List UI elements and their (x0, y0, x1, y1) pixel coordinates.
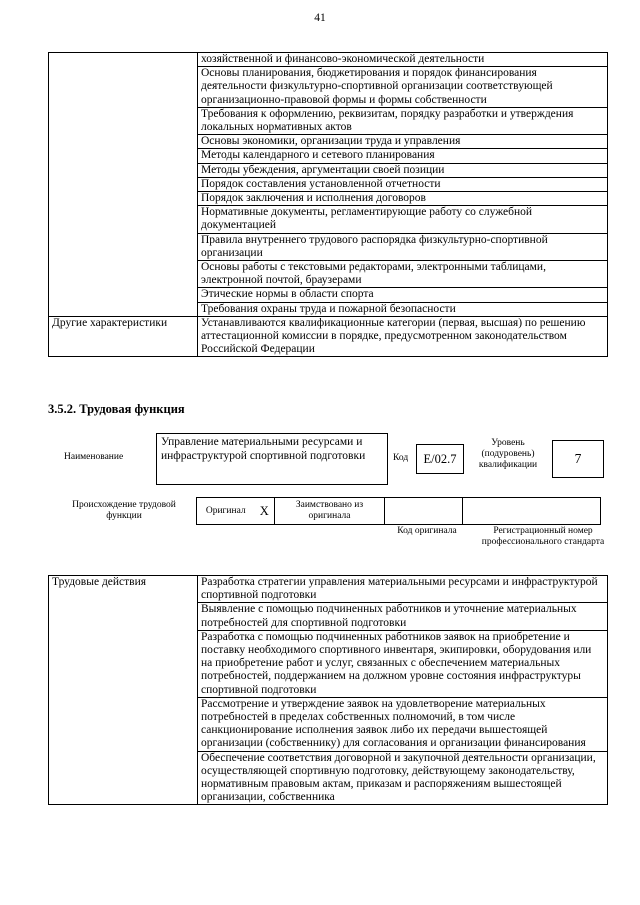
knowledge-item: Нормативные документы, регламентирующие работу со служебной документацией (198, 206, 608, 233)
labor-action-item: Выявление с помощью подчиненных работников и уточнение материальных потребностей для спортивной подготовки (198, 603, 608, 630)
labor-action-item: Разработка с помощью подчиненных работников заявок на приобретение и поставку необходимого спортивного инвентаря, экипировки, оборудования или на приобретение работ и услуг, связанных с обеспечением материальных потребностей, поддержанием на должном уровне состояния инфраструктуры спортивной подготовки (198, 630, 608, 697)
labor-action-item: Обеспечение соответствия договорной и закупочной деятельности организации, осуществляющей спортивную подготовку, действующему законодательству, нормативным правовым актам, приказам и распоряжениям вышестоящей организации, собственника (198, 751, 608, 805)
knowledge-item: Основы планирования, бюджетирования и порядок финансирования деятельности физкультурно-спортивной организации соответствующей организационно-правовой формы и формы собственности (198, 67, 608, 108)
code-original-label: Код оригинала (397, 526, 457, 536)
knowledge-item: Правила внутреннего трудового распорядка физкультурно-спортивной организации (198, 233, 608, 260)
level-label: Уровень (подуровень) квалификации (478, 438, 538, 470)
name-label: Наименование (64, 452, 124, 462)
labor-actions-label: Трудовые действия (49, 576, 198, 805)
knowledge-item: хозяйственной и финансово-экономической деятельности (198, 53, 608, 67)
knowledge-item: Методы календарного и сетевого планирования (198, 149, 608, 163)
section-heading: 3.5.2. Трудовая функция (48, 402, 185, 416)
table-row (49, 576, 608, 603)
level-value-box: 7 (552, 440, 604, 478)
knowledge-item: Основы работы с текстовыми редакторами, электронными таблицами, электронной почтой, браузерами (198, 261, 608, 288)
original-mark: X (255, 498, 275, 525)
knowledge-item: Порядок заключения и исполнения договоров (198, 192, 608, 206)
code-value-box: E/02.7 (416, 444, 464, 474)
knowledge-item: Требования к оформлению, реквизитам, порядку разработки и утверждения локальных нормативных актов (198, 107, 608, 134)
reg-number-cell (463, 498, 601, 525)
knowledge-item: Основы экономики, организации труда и управления (198, 135, 608, 149)
code-original-cell (385, 498, 463, 525)
knowledge-table (48, 52, 608, 357)
knowledge-item: Методы убеждения, аргументации своей позиции (198, 163, 608, 177)
labor-action-item: Рассмотрение и утверждение заявок на удовлетворение материальных потребностей в пределах собственных полномочий, в том числе санкционирование исполнения заявок либо их передачи вышестоящей организации (собственнику) для согласования и организации финансирования (198, 697, 608, 751)
reg-number-label: Регистрационный номер профессионального стандарта (481, 526, 605, 547)
origin-label: Происхождение трудовой функции (72, 500, 176, 521)
knowledge-item: Требования охраны труда и пожарной безопасности (198, 302, 608, 316)
other-characteristics-value: Устанавливаются квалификационные категории (первая, высшая) по решению аттестационной комиссии в порядке, предусмотренном законодательством Российской Федерации (198, 316, 608, 357)
table-row (49, 316, 608, 357)
labor-action-item: Разработка стратегии управления материальными ресурсами и инфраструктурой спортивной подготовки (198, 576, 608, 603)
other-characteristics-label: Другие характеристики (49, 316, 198, 357)
code-label: Код (393, 453, 409, 463)
origin-table (196, 497, 601, 525)
function-name-box: Управление материальными ресурсами и инфраструктурой спортивной подготовки (156, 433, 388, 485)
knowledge-item: Порядок составления установленной отчетности (198, 177, 608, 191)
knowledge-label-cell (49, 53, 198, 317)
original-label: Оригинал (197, 498, 255, 525)
table-row (49, 53, 608, 67)
labor-actions-table (48, 575, 608, 805)
knowledge-item: Этические нормы в области спорта (198, 288, 608, 302)
borrowed-label: Заимствовано из оригинала (275, 498, 385, 525)
page-number: 41 (314, 12, 326, 24)
